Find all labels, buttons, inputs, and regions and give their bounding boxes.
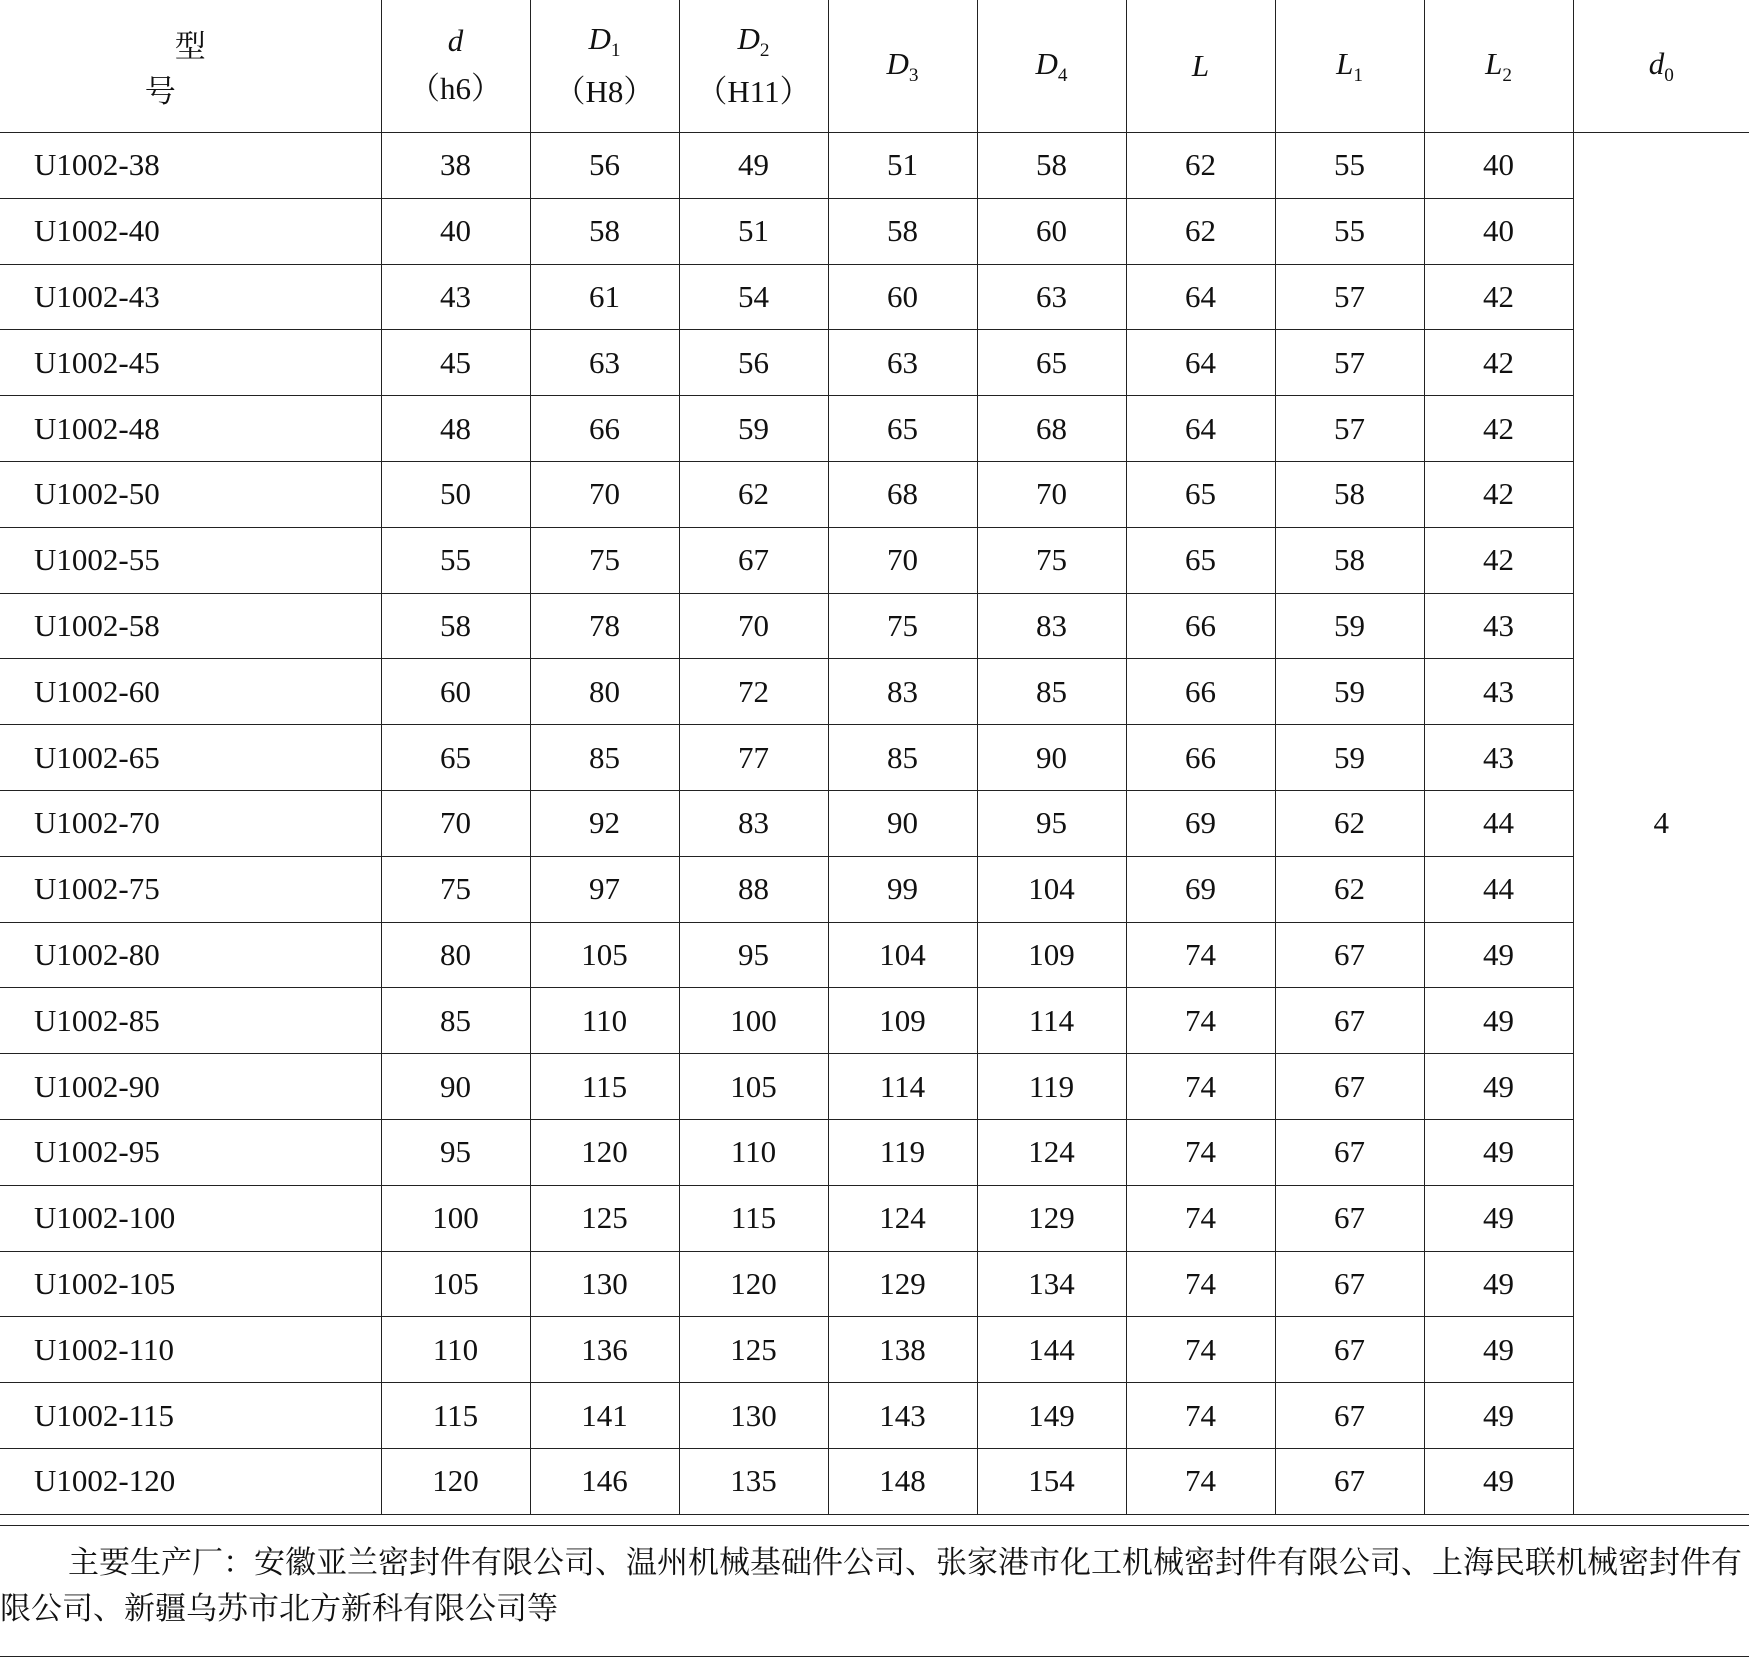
value-cell: 109 — [977, 922, 1126, 988]
model-cell: U1002-90 — [0, 1054, 381, 1120]
table-row — [0, 1317, 1749, 1383]
value-cell: 114 — [977, 988, 1126, 1054]
value-cell: 74 — [1126, 1448, 1275, 1514]
value-cell: 148 — [828, 1448, 977, 1514]
value-cell: 58 — [828, 198, 977, 264]
header-symbol — [531, 17, 679, 65]
value-cell: 129 — [828, 1251, 977, 1317]
value-cell: 55 — [1275, 133, 1424, 199]
table-row — [0, 527, 1749, 593]
value-cell: 56 — [679, 330, 828, 396]
value-cell: 42 — [1424, 396, 1573, 462]
value-cell: 70 — [828, 527, 977, 593]
model-cell: U1002-38 — [0, 133, 381, 199]
header-symbol-subscript: 2 — [759, 39, 770, 61]
value-cell: 65 — [828, 396, 977, 462]
value-cell: 60 — [828, 264, 977, 330]
value-cell: 138 — [828, 1317, 977, 1383]
value-cell: 49 — [1424, 1383, 1573, 1449]
table-row — [0, 1185, 1749, 1251]
header-symbol-base: L — [1485, 45, 1503, 81]
table-row — [0, 856, 1749, 922]
value-cell: 44 — [1424, 856, 1573, 922]
value-cell: 74 — [1126, 1054, 1275, 1120]
value-cell: 80 — [381, 922, 530, 988]
value-cell: 49 — [1424, 1119, 1573, 1185]
model-cell: U1002-48 — [0, 396, 381, 462]
value-cell: 129 — [977, 1185, 1126, 1251]
value-cell: 51 — [679, 198, 828, 264]
table-row — [0, 264, 1749, 330]
value-cell: 124 — [977, 1119, 1126, 1185]
table-row — [0, 133, 1749, 199]
value-cell: 97 — [530, 856, 679, 922]
value-cell: 59 — [1275, 593, 1424, 659]
header-tolerance: （H11） — [696, 73, 811, 109]
value-cell: 85 — [530, 725, 679, 791]
value-cell: 56 — [530, 133, 679, 199]
value-cell: 134 — [977, 1251, 1126, 1317]
value-cell: 154 — [977, 1448, 1126, 1514]
value-cell: 54 — [679, 264, 828, 330]
header-col — [1424, 0, 1573, 133]
table-row — [0, 198, 1749, 264]
value-cell: 120 — [679, 1251, 828, 1317]
value-cell: 124 — [828, 1185, 977, 1251]
table-row — [0, 593, 1749, 659]
value-cell: 74 — [1126, 1317, 1275, 1383]
value-cell: 68 — [828, 461, 977, 527]
value-cell: 144 — [977, 1317, 1126, 1383]
header-col — [1275, 0, 1424, 133]
value-cell: 75 — [381, 856, 530, 922]
value-cell: 55 — [1275, 198, 1424, 264]
value-cell: 55 — [381, 527, 530, 593]
header-symbol — [1425, 42, 1573, 90]
value-cell: 49 — [679, 133, 828, 199]
value-cell: 95 — [381, 1119, 530, 1185]
value-cell: 115 — [679, 1185, 828, 1251]
value-cell: 115 — [530, 1054, 679, 1120]
value-cell: 49 — [1424, 1448, 1573, 1514]
model-cell: U1002-50 — [0, 461, 381, 527]
value-cell: 62 — [679, 461, 828, 527]
header-symbol-base: D — [737, 20, 760, 56]
value-cell: 67 — [1275, 1448, 1424, 1514]
table-row — [0, 330, 1749, 396]
value-cell: 83 — [679, 790, 828, 856]
value-cell: 58 — [1275, 461, 1424, 527]
value-cell: 146 — [530, 1448, 679, 1514]
value-cell: 38 — [381, 133, 530, 199]
value-cell: 67 — [1275, 988, 1424, 1054]
model-cell: U1002-65 — [0, 725, 381, 791]
model-cell: U1002-75 — [0, 856, 381, 922]
value-cell: 114 — [828, 1054, 977, 1120]
value-cell: 49 — [1424, 1185, 1573, 1251]
value-cell: 64 — [1126, 396, 1275, 462]
value-cell: 42 — [1424, 527, 1573, 593]
model-cell: U1002-60 — [0, 659, 381, 725]
value-cell: 65 — [977, 330, 1126, 396]
value-cell: 77 — [679, 725, 828, 791]
value-cell: 69 — [1126, 856, 1275, 922]
value-cell: 75 — [977, 527, 1126, 593]
value-cell: 74 — [1126, 1251, 1275, 1317]
value-cell: 90 — [828, 790, 977, 856]
value-cell: 90 — [977, 725, 1126, 791]
header-symbol-base: d — [1648, 45, 1665, 81]
header-col — [530, 0, 679, 133]
value-cell: 43 — [1424, 659, 1573, 725]
model-cell: U1002-40 — [0, 198, 381, 264]
header-symbol — [978, 42, 1126, 90]
model-cell: U1002-45 — [0, 330, 381, 396]
value-cell: 49 — [1424, 1251, 1573, 1317]
table-row — [0, 659, 1749, 725]
value-cell: 136 — [530, 1317, 679, 1383]
value-cell: 58 — [381, 593, 530, 659]
table-row — [0, 1054, 1749, 1120]
value-cell: 63 — [828, 330, 977, 396]
value-cell: 67 — [1275, 1251, 1424, 1317]
value-cell: 83 — [977, 593, 1126, 659]
header-symbol-base: D — [588, 20, 611, 56]
value-cell: 74 — [1126, 922, 1275, 988]
value-cell: 125 — [530, 1185, 679, 1251]
value-cell: 64 — [1126, 264, 1275, 330]
value-cell: 105 — [679, 1054, 828, 1120]
value-cell: 100 — [679, 988, 828, 1054]
value-cell: 88 — [679, 856, 828, 922]
value-cell: 66 — [1126, 593, 1275, 659]
table-row — [0, 988, 1749, 1054]
value-cell: 119 — [828, 1119, 977, 1185]
value-cell: 135 — [679, 1448, 828, 1514]
value-cell: 57 — [1275, 396, 1424, 462]
value-cell: 75 — [530, 527, 679, 593]
value-cell: 69 — [1126, 790, 1275, 856]
value-cell: 125 — [679, 1317, 828, 1383]
table-body — [0, 133, 1749, 1515]
header-tolerance: （h6） — [409, 71, 502, 107]
header-symbol — [1127, 44, 1275, 87]
model-cell: U1002-120 — [0, 1448, 381, 1514]
value-cell: 70 — [381, 790, 530, 856]
value-cell: 40 — [381, 198, 530, 264]
value-cell: 90 — [381, 1054, 530, 1120]
value-cell: 59 — [1275, 659, 1424, 725]
value-cell: 57 — [1275, 330, 1424, 396]
d0-cell: 4 — [1573, 133, 1749, 1515]
model-cell: U1002-55 — [0, 527, 381, 593]
value-cell: 48 — [381, 396, 530, 462]
value-cell: 109 — [828, 988, 977, 1054]
value-cell: 65 — [1126, 527, 1275, 593]
value-cell: 59 — [1275, 725, 1424, 791]
value-cell: 43 — [1424, 593, 1573, 659]
model-cell: U1002-43 — [0, 264, 381, 330]
value-cell: 78 — [530, 593, 679, 659]
value-cell: 85 — [828, 725, 977, 791]
model-cell: U1002-95 — [0, 1119, 381, 1185]
header-symbol — [680, 17, 828, 65]
header-symbol — [829, 42, 977, 90]
value-cell: 66 — [1126, 725, 1275, 791]
value-cell: 64 — [1126, 330, 1275, 396]
table-row — [0, 922, 1749, 988]
value-cell: 141 — [530, 1383, 679, 1449]
value-cell: 105 — [530, 922, 679, 988]
header-col — [1126, 0, 1275, 133]
value-cell: 67 — [1275, 1317, 1424, 1383]
value-cell: 40 — [1424, 133, 1573, 199]
value-cell: 104 — [828, 922, 977, 988]
header-symbol — [1574, 42, 1749, 90]
value-cell: 58 — [530, 198, 679, 264]
value-cell: 43 — [381, 264, 530, 330]
value-cell: 62 — [1126, 198, 1275, 264]
value-cell: 85 — [977, 659, 1126, 725]
header-tolerance: （H8） — [554, 73, 655, 109]
table-row — [0, 725, 1749, 791]
value-cell: 49 — [1424, 1317, 1573, 1383]
value-cell: 49 — [1424, 922, 1573, 988]
value-cell: 42 — [1424, 330, 1573, 396]
model-cell: U1002-70 — [0, 790, 381, 856]
value-cell: 104 — [977, 856, 1126, 922]
value-cell: 58 — [1275, 527, 1424, 593]
value-cell: 143 — [828, 1383, 977, 1449]
value-cell: 63 — [977, 264, 1126, 330]
value-cell: 60 — [381, 659, 530, 725]
value-cell: 68 — [977, 396, 1126, 462]
header-symbol-base: L — [1336, 45, 1354, 81]
value-cell: 70 — [679, 593, 828, 659]
table-row — [0, 461, 1749, 527]
value-cell: 130 — [530, 1251, 679, 1317]
header-symbol-base: L — [1191, 48, 1210, 84]
value-cell: 115 — [381, 1383, 530, 1449]
value-cell: 67 — [679, 527, 828, 593]
value-cell: 70 — [530, 461, 679, 527]
value-cell: 67 — [1275, 1054, 1424, 1120]
header-symbol-subscript: 1 — [1353, 65, 1363, 87]
value-cell: 95 — [679, 922, 828, 988]
header-col — [381, 0, 530, 133]
model-cell: U1002-58 — [0, 593, 381, 659]
header-symbol-base: D — [1035, 45, 1058, 81]
value-cell: 67 — [1275, 1185, 1424, 1251]
value-cell: 83 — [828, 659, 977, 725]
header-symbol-subscript: 1 — [610, 39, 621, 61]
value-cell: 65 — [1126, 461, 1275, 527]
value-cell: 51 — [828, 133, 977, 199]
value-cell: 120 — [530, 1119, 679, 1185]
value-cell: 74 — [1126, 988, 1275, 1054]
value-cell: 60 — [977, 198, 1126, 264]
manufacturers-text: 主要生产厂：安徽亚兰密封件有限公司、温州机械基础件公司、张家港市化工机械密封件有限公司、上海民联机械密封件有限公司、新疆乌苏市北方新科有限公司等 — [0, 1545, 1742, 1627]
value-cell: 57 — [1275, 264, 1424, 330]
value-cell: 40 — [1424, 198, 1573, 264]
header-col — [977, 0, 1126, 133]
value-cell: 80 — [530, 659, 679, 725]
table-row — [0, 1251, 1749, 1317]
value-cell: 67 — [1275, 1119, 1424, 1185]
value-cell: 67 — [1275, 1383, 1424, 1449]
model-cell: U1002-105 — [0, 1251, 381, 1317]
model-cell: U1002-110 — [0, 1317, 381, 1383]
header-symbol-subscript: 3 — [908, 65, 919, 87]
header-row — [0, 0, 1749, 133]
value-cell: 43 — [1424, 725, 1573, 791]
value-cell: 61 — [530, 264, 679, 330]
header-col — [679, 0, 828, 133]
value-cell: 62 — [1275, 856, 1424, 922]
value-cell: 85 — [381, 988, 530, 1054]
manufacturers-note — [0, 1525, 1749, 1657]
model-cell: U1002-115 — [0, 1383, 381, 1449]
value-cell: 49 — [1424, 988, 1573, 1054]
value-cell: 110 — [530, 988, 679, 1054]
value-cell: 99 — [828, 856, 977, 922]
value-cell: 74 — [1126, 1185, 1275, 1251]
value-cell: 70 — [977, 461, 1126, 527]
table-row — [0, 790, 1749, 856]
value-cell: 65 — [381, 725, 530, 791]
value-cell: 110 — [381, 1317, 530, 1383]
model-cell: U1002-85 — [0, 988, 381, 1054]
value-cell: 75 — [828, 593, 977, 659]
value-cell: 100 — [381, 1185, 530, 1251]
value-cell: 119 — [977, 1054, 1126, 1120]
value-cell: 120 — [381, 1448, 530, 1514]
header-symbol-subscript: 0 — [1664, 65, 1674, 87]
value-cell: 62 — [1275, 790, 1424, 856]
value-cell: 45 — [381, 330, 530, 396]
value-cell: 74 — [1126, 1383, 1275, 1449]
table-row — [0, 1383, 1749, 1449]
model-cell: U1002-80 — [0, 922, 381, 988]
value-cell: 149 — [977, 1383, 1126, 1449]
table-row — [0, 1119, 1749, 1185]
header-symbol-base: D — [886, 45, 909, 81]
value-cell: 66 — [1126, 659, 1275, 725]
value-cell: 72 — [679, 659, 828, 725]
header-col — [1573, 0, 1749, 133]
model-cell: U1002-100 — [0, 1185, 381, 1251]
table-row — [0, 1448, 1749, 1514]
header-symbol-subscript: 4 — [1057, 65, 1068, 87]
value-cell: 92 — [530, 790, 679, 856]
value-cell: 50 — [381, 461, 530, 527]
value-cell: 130 — [679, 1383, 828, 1449]
value-cell: 67 — [1275, 922, 1424, 988]
value-cell: 59 — [679, 396, 828, 462]
header-col — [828, 0, 977, 133]
header-model — [0, 0, 448, 133]
value-cell: 95 — [977, 790, 1126, 856]
value-cell: 105 — [381, 1251, 530, 1317]
value-cell: 42 — [1424, 264, 1573, 330]
value-cell: 49 — [1424, 1054, 1573, 1120]
value-cell: 74 — [1126, 1119, 1275, 1185]
value-cell: 62 — [1126, 133, 1275, 199]
value-cell: 42 — [1424, 461, 1573, 527]
header-symbol-base: d — [447, 23, 464, 59]
value-cell: 63 — [530, 330, 679, 396]
table-row — [0, 396, 1749, 462]
value-cell: 66 — [530, 396, 679, 462]
header-symbol — [1276, 42, 1424, 90]
value-cell: 110 — [679, 1119, 828, 1185]
header-model-label: 型 号 — [144, 29, 448, 109]
header-symbol-subscript: 2 — [1502, 65, 1512, 87]
value-cell: 58 — [977, 133, 1126, 199]
value-cell: 44 — [1424, 790, 1573, 856]
